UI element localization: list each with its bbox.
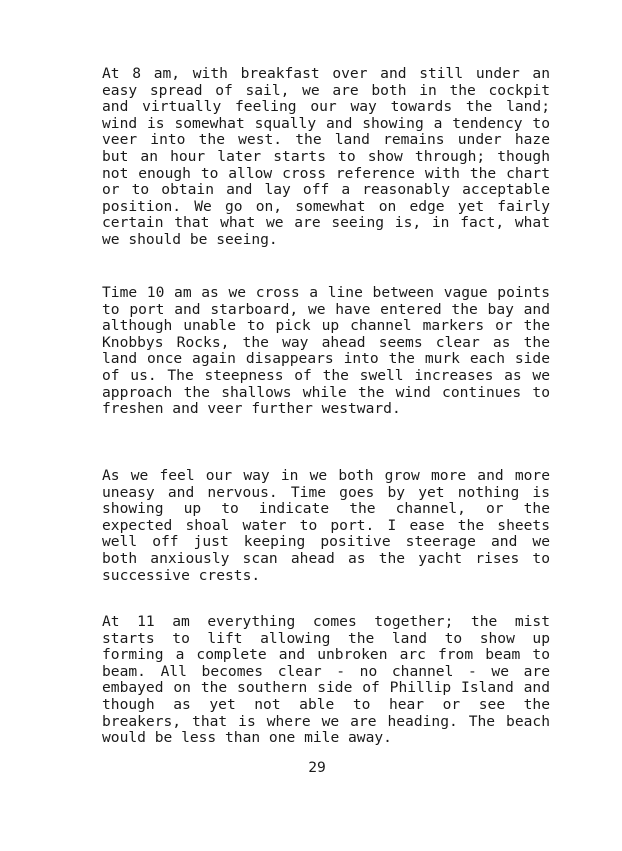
page-number: 29 (308, 759, 326, 776)
paragraph-4: At 11 am everything comes together; the mist starts to lift allowing the land to show up forming a complete and unbroken arc from beam to beam. All becomes clear - no channel - we are embayed on the southern side of Phillip Island and though as yet not able to hear or see the breakers, that is where we are heading. The beach would be less than one mile away. (102, 613, 550, 747)
paragraph-3: As we feel our way in we both grow more and more uneasy and nervous. Time goes by yet nothing is showing up to indicate the channel, or the expected shoal water to port. I ease the sheets well off just keeping positive steerage and we both anxiously scan ahead as the yacht rises to successive crests. (102, 467, 550, 584)
paragraph-1: At 8 am, with breakfast over and still under an easy spread of sail, we are both in the cockpit and virtually feeling our way towards the land; wind is somewhat squally and showing a tendency to veer into the west. the land remains under haze but an hour later starts to show through; though not enough to allow cross reference with the chart or to obtain and lay off a reasonably acceptable position. We go on, somewhat on edge yet fairly certain that what we are seeing is, in fact, what we should be seeing. (102, 65, 550, 248)
paragraph-2: Time 10 am as we cross a line between vague points to port and starboard, we have entered the bay and although unable to pick up channel markers or the Knobbys Rocks, the way ahead seems clear as the land once again disappears into the murk each side of us. The steepness of the swell increases as we approach the shallows while the wind continues to freshen and veer further westward. (102, 284, 550, 418)
